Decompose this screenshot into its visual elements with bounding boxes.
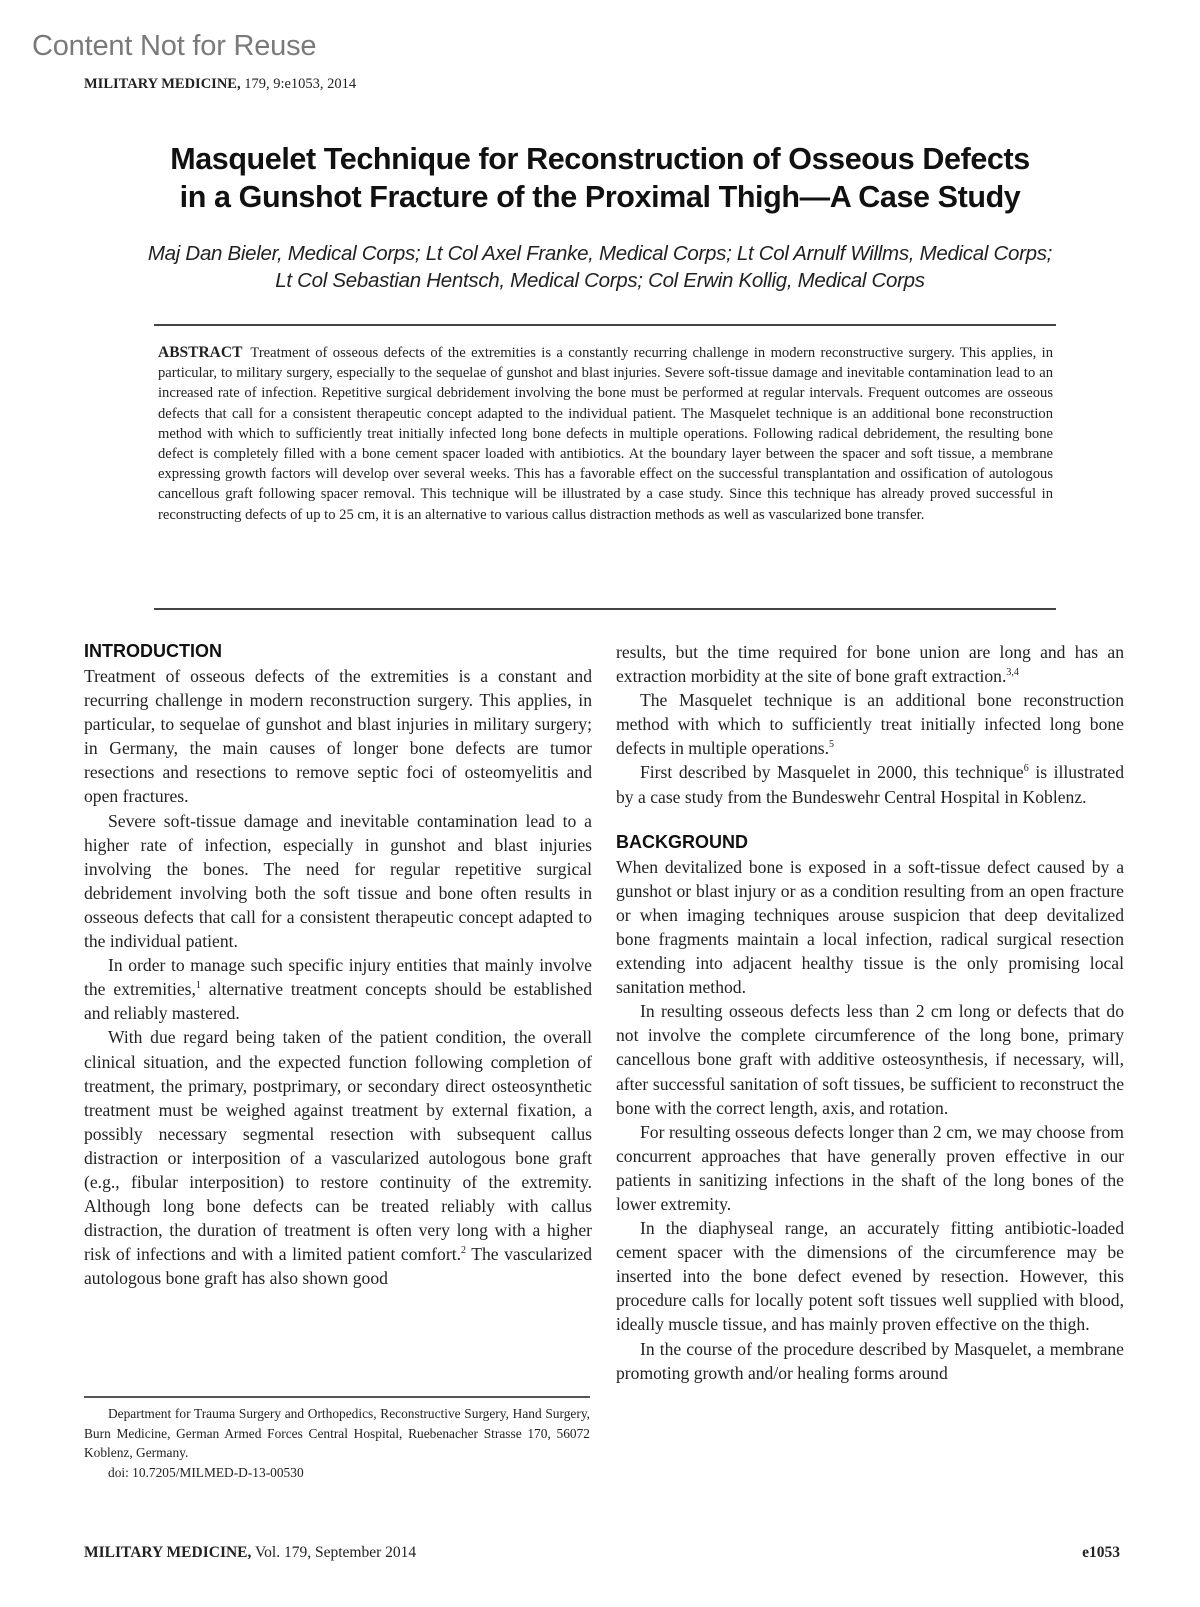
- affiliation-text: Department for Trauma Surgery and Orthopedics, Reconstructive Surgery, Hand Surgery, Burn Medicine, German Armed Forces Central Hospital, Ruebenacher Strasse 170, 56072 Koblenz, Germany.: [84, 1406, 590, 1460]
- abstract: [158, 343, 1053, 525]
- footer-journal: MILITARY MEDICINE,: [84, 1544, 252, 1561]
- intro-paragraph-3-text: In order to manage such specific injury entities that mainly involve the extremities,: [84, 955, 592, 1000]
- background-paragraph-3: For resulting osseous defects longer than 2 cm, we may choose from concurrent approaches that have generally proven effective in our patients in sanitizing infections in the shaft of the long bones of the lower extremity.: [616, 1121, 1124, 1214]
- background-paragraph-4: In the diaphyseal range, an accurately fitting antibiotic-loaded cement spacer with the dimensions of the circumference may be inserted into the bone defect evened by resection. However, this procedure calls for locally potent soft tissues well supplied with blood, ideally muscle tissue, and has mainly proven effective on the thigh.: [616, 1218, 1124, 1335]
- background-paragraph-5: In the course of the procedure described by Masquelet, a membrane promoting growth and/or healing forms around: [616, 1338, 1124, 1383]
- citation-ref: 6: [1023, 763, 1029, 775]
- intro-paragraph-4-text-cont: The vascularized autologous bone graft has also shown good: [84, 1244, 592, 1289]
- background-paragraph-1: When devitalized bone is exposed in a soft-tissue defect caused by a gunshot or blast injury or as a condition resulting from an open fracture or when imaging techniques arouse suspicion that deep devitalized bone fragments maintain a local infection, radical surgical resection extending into adjacent healthy tissue is the only promising local sanitation method.: [616, 856, 1124, 998]
- intro-paragraph-1: Treatment of osseous defects of the extremities is a constant and recurring challenge in modern reconstruction surgery. This applies, in particular, to sequelae of gunshot and blast injuries in military surgery; in Germany, the main causes of longer bone defects are tumor resections and resections to remove septic foci of osteomyelitis and open fractures.: [84, 666, 592, 807]
- intro-paragraph-3: [84, 953, 592, 1025]
- abstract-label: ABSTRACT: [158, 344, 243, 361]
- citation-ref: 2: [460, 1245, 466, 1257]
- intro-paragraph-3-text-cont: alternative treatment concepts should be established and reliably mastered.: [84, 979, 592, 1024]
- left-column: [84, 640, 592, 1290]
- intro-paragraph-4-text: With due regard being taken of the patient condition, the overall clinical situation, and the expected function following completion of treatment, the primary, postprimary, or secondary direct osteosynthetic treatment must be weighed against treatment by external fixation, a possibly necessary segmental resection with subsequent callus distraction or interposition of a vascularized autologous bone graft (e.g., fibular interposition) to restore continuity of the extremity. Although long bone defects can be treated reliably with callus distraction, the duration of treatment is often very long with a higher risk of infections and with a limited patient comfort.: [84, 1027, 592, 1265]
- intro-paragraph-5-text: The Masquelet technique is an additional bone reconstruction method with which to sufficiently treat initially infected long bone defects in multiple operations.: [616, 690, 1124, 759]
- abstract-top-rule: [154, 324, 1056, 326]
- footnote-rule: [84, 1396, 590, 1398]
- citation-ref: 1: [195, 980, 201, 992]
- running-head-journal: MILITARY MEDICINE,: [84, 76, 241, 92]
- intro-paragraph-5: [616, 688, 1124, 760]
- abstract-text: Treatment of osseous defects of the extremities is a constantly recurring challenge in modern reconstructive surgery. This applies, in particular, to military surgery, especially to the sequelae of gunshot and blast injuries. Severe soft-tissue damage and inevitable contamination lead to an increased rate of infection. Repetitive surgical debridement involving the bone must be performed at regular intervals. Frequent outcomes are osseous defects that call for a consistent therapeutic concept adapted to the individual patient. The Masquelet technique is an additional bone reconstruction method with which to sufficiently treat initially infected long bone defects in multiple operations. Following radical debridement, the resulting bone defect is completely filled with a bone cement spacer loaded with antibiotics. At the boundary layer between the spacer and soft tissue, a membrane expressing growth factors will develop over several weeks. This has a favorable effect on the successful transplantation and ossification of autologous cancellous graft following spacer removal. This technique will be illustrated by a case study. Since this technique has already proved successful in reconstructing defects of up to 25 cm, it is an alternative to various callus distraction methods as well as vascularized bone transfer.: [158, 345, 1053, 523]
- intro-paragraph-6-text-cont: is illustrated by a case study from the Bundeswehr Central Hospital in Koblenz.: [616, 762, 1124, 807]
- citation-ref: 3,4: [1006, 667, 1019, 679]
- section-heading-introduction: INTRODUCTION: [84, 641, 222, 661]
- abstract-bottom-rule: [154, 608, 1056, 610]
- page-number: e1053: [1082, 1544, 1120, 1561]
- affiliation-footnote: [84, 1404, 590, 1482]
- intro-paragraph-2: Severe soft-tissue damage and inevitable contamination lead to a higher rate of infection, especially in gunshot and blast injuries involving the bones. The need for regular repetitive surgical debridement involving both the soft tissue and bone often results in osseous defects that call for a consistent therapeutic concept adapted to the individual patient.: [84, 810, 592, 952]
- doi: doi: 10.7205/MILMED-D-13-00530: [108, 1464, 304, 1480]
- title-line-1: Masquelet Technique for Reconstruction of Osseous Defects: [170, 142, 1030, 176]
- intro-paragraph-6-text: First described by Masquelet in 2000, this technique: [640, 762, 1024, 783]
- background-paragraph-2: In resulting osseous defects less than 2 cm long or defects that do not involve the complete circumference of the long bone, primary cancellous bone graft with additive osteosynthesis, if necessary, will, after successful sanitation of soft tissues, be sufficient to reconstruct the bone with the correct length, axis, and rotation.: [616, 1001, 1124, 1118]
- watermark: Content Not for Reuse: [32, 30, 317, 62]
- intro-paragraph-4-continued: [616, 640, 1124, 688]
- footer-issue: Vol. 179, September 2014: [251, 1544, 417, 1561]
- authors-line-2: Lt Col Sebastian Hentsch, Medical Corps; Col Erwin Kollig, Medical Corps: [275, 269, 925, 292]
- running-head-citation: 179, 9:e1053, 2014: [240, 76, 357, 92]
- paper-title: [60, 140, 1140, 216]
- authors-line-1: Maj Dan Bieler, Medical Corps; Lt Col Axel Franke, Medical Corps; Lt Col Arnulf Willms, Medical Corps;: [147, 242, 1053, 265]
- citation-ref: 5: [829, 739, 835, 751]
- footer-citation: [84, 1544, 416, 1562]
- title-line-2: in a Gunshot Fracture of the Proximal Thigh—A Case Study: [179, 180, 1021, 214]
- intro-continued-text: results, but the time required for bone union are long and has an extraction morbidity at the site of bone graft extraction.: [616, 642, 1124, 687]
- running-head: [84, 76, 356, 93]
- intro-paragraph-6: [616, 760, 1124, 808]
- author-list: [60, 240, 1140, 294]
- right-column: [616, 640, 1124, 1385]
- intro-paragraph-4: [84, 1025, 592, 1290]
- page-footer: [84, 1544, 1120, 1562]
- section-heading-background: BACKGROUND: [616, 831, 748, 852]
